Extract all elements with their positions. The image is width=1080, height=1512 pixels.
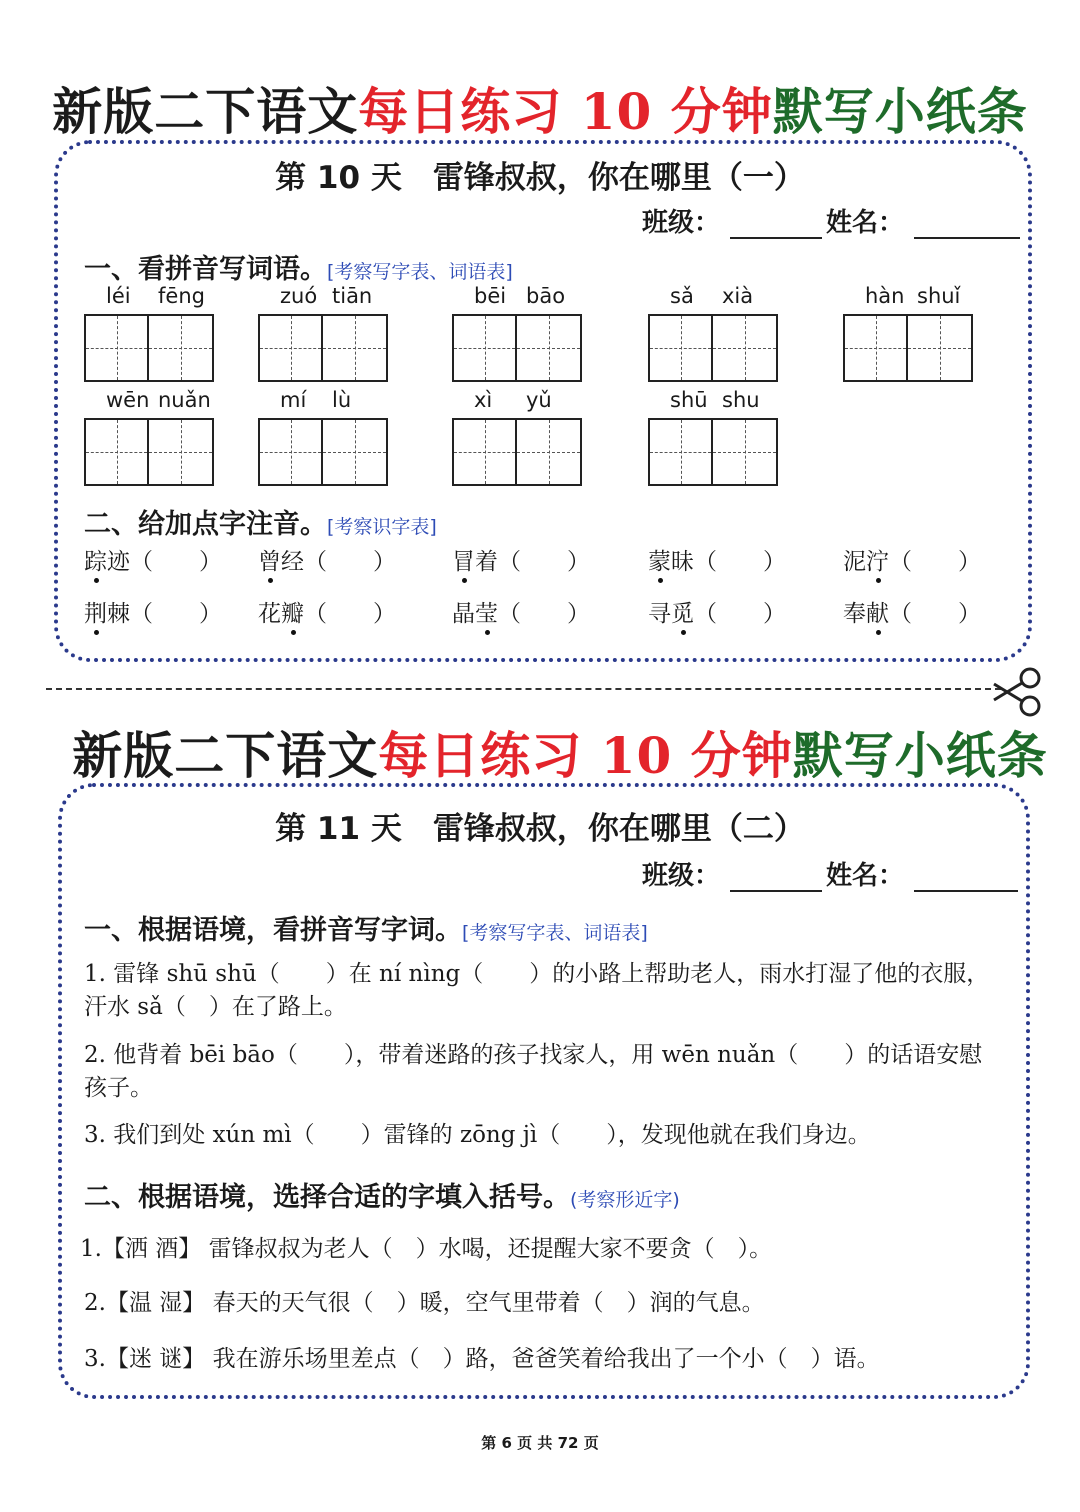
- annotate-word: 蒙昧（ ）: [648, 543, 786, 576]
- question-2-line-2: 孩子。: [84, 1075, 153, 1101]
- writing-box[interactable]: [452, 418, 582, 486]
- class-blank-2[interactable]: [730, 868, 822, 892]
- section-note-4: (考察形近字): [570, 1189, 680, 1211]
- dotted-character: 曾: [258, 543, 281, 576]
- question-2-line-1: 2. 他背着 bēi bāo（ ），带着迷路的孩子找家人，用 wēn nuǎn（ ）的话语安慰: [84, 1042, 983, 1068]
- class-blank[interactable]: [730, 215, 822, 239]
- section-title-pinyin: 一、看拼音写词语。[考察写字表、词语表]: [84, 254, 513, 285]
- annotate-word: 晶莹（ ）: [452, 595, 590, 628]
- section-title-context: 一、根据语境，看拼音写字词。[考察写字表、词语表]: [84, 915, 648, 946]
- section-note: [考察写字表、词语表]: [327, 261, 513, 283]
- writing-box[interactable]: [84, 314, 214, 382]
- choice-question-2: 2.【温 湿】 春天的天气很（ ）暖，空气里带着（ ）润的气息。: [84, 1290, 765, 1316]
- pinyin-syllable: sǎ: [670, 284, 694, 308]
- page-title-1: 新版二下语文每日练习 10 分钟默写小纸条: [52, 82, 1028, 141]
- annotate-word: 泥泞（ ）: [843, 543, 981, 576]
- class-field-2: 班级：: [642, 855, 822, 892]
- day-heading-11: 第 11 天 雷锋叔叔，你在哪里（二）: [275, 811, 805, 847]
- dotted-character: 踪: [84, 543, 107, 576]
- name-blank-2[interactable]: [914, 868, 1018, 892]
- day-heading-10: 第 10 天 雷锋叔叔，你在哪里（一）: [275, 160, 805, 196]
- writing-box[interactable]: [452, 314, 582, 382]
- section-title-choose: 二、根据语境，选择合适的字填入括号。(考察形近字): [84, 1182, 680, 1213]
- annotate-word: 寻觅（ ）: [648, 595, 786, 628]
- pinyin-syllable: bāo: [526, 284, 566, 308]
- pinyin-syllable: shū: [670, 388, 708, 412]
- pinyin-syllable: fēng: [158, 284, 205, 308]
- pinyin-syllable: xì: [474, 388, 493, 412]
- pinyin-syllable: yǔ: [526, 388, 552, 412]
- answer-parentheses[interactable]: （ ）: [304, 601, 396, 627]
- dotted-character: 蒙: [648, 543, 671, 576]
- question-1-line-2: 汗水 sǎ（ ）在了路上。: [84, 994, 347, 1020]
- page-footer: 第 6 页 共 72 页: [481, 1434, 599, 1452]
- pinyin-syllable: shu: [722, 388, 760, 412]
- pinyin-syllable: shuǐ: [917, 284, 961, 308]
- choice-question-3: 3.【迷 谜】 我在游乐场里差点（ ）路，爸爸笑着给我出了一个小（ ）语。: [84, 1346, 880, 1372]
- annotate-word: 荆棘（ ）: [84, 595, 222, 628]
- writing-box[interactable]: [84, 418, 214, 486]
- name-field: 姓名：: [826, 202, 1020, 239]
- writing-box[interactable]: [258, 418, 388, 486]
- writing-box[interactable]: [258, 314, 388, 382]
- answer-parentheses[interactable]: （ ）: [498, 549, 590, 575]
- pinyin-syllable: mí: [280, 388, 307, 412]
- cut-line: [46, 688, 1001, 690]
- annotate-word: 踪迹（ ）: [84, 543, 222, 576]
- pinyin-syllable: zuó: [280, 284, 318, 308]
- class-field: 班级：: [642, 202, 822, 239]
- pinyin-syllable: lù: [332, 388, 352, 412]
- section-note-2: [考察识字表]: [327, 516, 437, 538]
- dotted-character: 莹: [475, 595, 498, 628]
- dotted-character: 冒: [452, 543, 475, 576]
- dotted-character: 觅: [671, 595, 694, 628]
- pinyin-syllable: wēn: [106, 388, 150, 412]
- answer-parentheses[interactable]: （ ）: [889, 601, 981, 627]
- annotate-word: 冒着（ ）: [452, 543, 590, 576]
- pinyin-syllable: bēi: [474, 284, 507, 308]
- annotate-word: 奉献（ ）: [843, 595, 981, 628]
- question-3: 3. 我们到处 xún mì（ ）雷锋的 zōng jì（ ），发现他就在我们身边。: [84, 1122, 871, 1148]
- page-title-2: 新版二下语文每日练习 10 分钟默写小纸条: [72, 726, 1048, 785]
- writing-box[interactable]: [648, 314, 778, 382]
- section-note-3: [考察写字表、词语表]: [462, 922, 648, 944]
- pinyin-syllable: tiān: [332, 284, 373, 308]
- dotted-character: 瓣: [281, 595, 304, 628]
- scissors-icon: [990, 666, 1046, 718]
- pinyin-syllable: xià: [722, 284, 754, 308]
- answer-parentheses[interactable]: （ ）: [694, 601, 786, 627]
- section-title-annotate: 二、给加点字注音。[考察识字表]: [84, 509, 437, 540]
- dotted-character: 泞: [866, 543, 889, 576]
- answer-parentheses[interactable]: （ ）: [498, 601, 590, 627]
- dotted-character: 荆: [84, 595, 107, 628]
- name-blank[interactable]: [914, 215, 1020, 239]
- annotate-word: 曾经（ ）: [258, 543, 396, 576]
- annotate-word: 花瓣（ ）: [258, 595, 396, 628]
- answer-parentheses[interactable]: （ ）: [130, 601, 222, 627]
- answer-parentheses[interactable]: （ ）: [130, 549, 222, 575]
- pinyin-syllable: nuǎn: [158, 388, 211, 412]
- dotted-character: 献: [866, 595, 889, 628]
- question-1-line-1: 1. 雷锋 shū shū（ ）在 ní nìng（ ）的小路上帮助老人，雨水打湿了他的衣服，: [84, 961, 990, 987]
- answer-parentheses[interactable]: （ ）: [694, 549, 786, 575]
- choice-question-1: 1.【洒 酒】 雷锋叔叔为老人（ ）水喝，还提醒大家不要贪（ ）。: [80, 1236, 773, 1262]
- writing-box[interactable]: [648, 418, 778, 486]
- answer-parentheses[interactable]: （ ）: [889, 549, 981, 575]
- name-field-2: 姓名：: [826, 855, 1018, 892]
- pinyin-syllable: hàn: [865, 284, 905, 308]
- pinyin-syllable: léi: [106, 284, 131, 308]
- writing-box[interactable]: [843, 314, 973, 382]
- answer-parentheses[interactable]: （ ）: [304, 549, 396, 575]
